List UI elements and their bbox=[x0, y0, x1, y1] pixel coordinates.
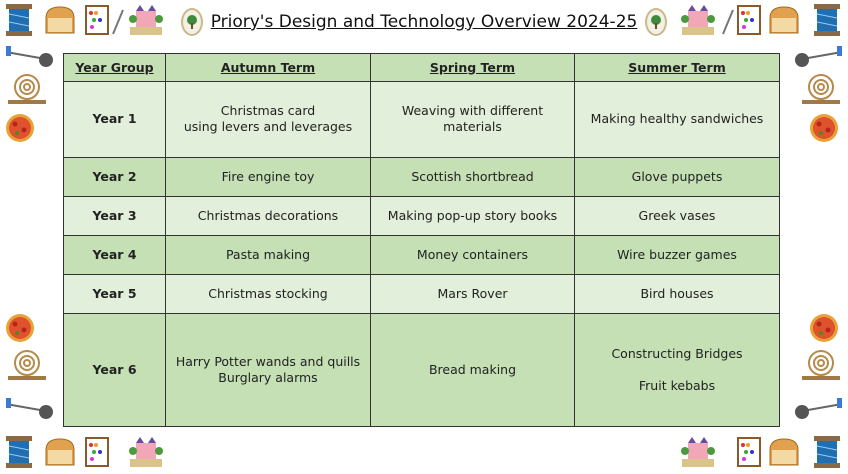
summer-cell: Greek vases bbox=[575, 196, 780, 235]
summer-cell: Wire buzzer games bbox=[575, 236, 780, 275]
abacus-icon bbox=[736, 4, 762, 36]
autumn-cell: Fire engine toy bbox=[166, 157, 371, 196]
school-logo-right bbox=[645, 8, 667, 36]
table-row bbox=[64, 275, 780, 314]
sewing-needle-icon bbox=[110, 8, 126, 36]
pizza-icon bbox=[808, 112, 840, 144]
bread-loaf-icon bbox=[42, 4, 78, 36]
summer-cell: Making healthy sandwiches bbox=[575, 82, 780, 158]
summer-cell: Glove puppets bbox=[575, 157, 780, 196]
year-cell: Year 5 bbox=[64, 275, 166, 314]
autumn-cell: Christmas decorations bbox=[166, 196, 371, 235]
spring-cell: Making pop-up story books bbox=[371, 196, 575, 235]
sewing-needle-icon bbox=[794, 42, 844, 68]
sewing-needle-icon bbox=[720, 8, 736, 36]
coil-icon bbox=[800, 72, 842, 106]
header-spring-term: Spring Term bbox=[371, 54, 575, 82]
sewing-needle-icon bbox=[4, 42, 54, 68]
thread-spool-icon bbox=[810, 2, 844, 38]
thread-spool-icon bbox=[2, 2, 36, 38]
pizza-icon bbox=[4, 312, 36, 344]
spring-cell: Bread making bbox=[371, 314, 575, 427]
castle-book-icon bbox=[128, 435, 164, 469]
page-title: Priory's Design and Technology Overview 2024-25 bbox=[210, 12, 638, 32]
coil-icon bbox=[800, 348, 842, 382]
table-row bbox=[64, 82, 780, 158]
header-summer-term: Summer Term bbox=[575, 54, 780, 82]
year-cell: Year 3 bbox=[64, 196, 166, 235]
castle-book-icon bbox=[680, 435, 716, 469]
thread-spool-icon bbox=[2, 434, 36, 470]
spring-cell: Weaving with different materials bbox=[371, 82, 575, 158]
header-year-group: Year Group bbox=[64, 54, 166, 82]
year-cell: Year 6 bbox=[64, 314, 166, 427]
pizza-icon bbox=[808, 312, 840, 344]
coil-icon bbox=[6, 348, 48, 382]
castle-book-icon bbox=[128, 3, 164, 37]
autumn-cell: Christmas stocking bbox=[166, 275, 371, 314]
table-row bbox=[64, 236, 780, 275]
coil-icon bbox=[6, 72, 48, 106]
year-cell: Year 1 bbox=[64, 82, 166, 158]
abacus-icon bbox=[84, 4, 110, 36]
school-logo-left bbox=[181, 8, 203, 36]
bread-loaf-icon bbox=[766, 4, 802, 36]
spring-cell: Scottish shortbread bbox=[371, 157, 575, 196]
year-cell: Year 4 bbox=[64, 236, 166, 275]
abacus-icon bbox=[84, 436, 110, 468]
abacus-icon bbox=[736, 436, 762, 468]
table-row bbox=[64, 157, 780, 196]
year-cell: Year 2 bbox=[64, 157, 166, 196]
autumn-cell: Harry Potter wands and quills Burglary alarms bbox=[166, 314, 371, 427]
bread-loaf-icon bbox=[42, 436, 78, 468]
spring-cell: Money containers bbox=[371, 236, 575, 275]
pizza-icon bbox=[4, 112, 36, 144]
page-header bbox=[200, 6, 648, 38]
thread-spool-icon bbox=[810, 434, 844, 470]
castle-book-icon bbox=[680, 3, 716, 37]
summer-cell: Bird houses bbox=[575, 275, 780, 314]
table-row bbox=[64, 196, 780, 235]
table-row bbox=[64, 314, 780, 427]
bread-loaf-icon bbox=[766, 436, 802, 468]
autumn-cell: Pasta making bbox=[166, 236, 371, 275]
autumn-cell: Christmas card using levers and leverages bbox=[166, 82, 371, 158]
sewing-needle-icon bbox=[4, 394, 54, 420]
header-autumn-term: Autumn Term bbox=[166, 54, 371, 82]
overview-table bbox=[63, 53, 780, 427]
spring-cell: Mars Rover bbox=[371, 275, 575, 314]
table-header-row bbox=[64, 54, 780, 82]
sewing-needle-icon bbox=[794, 394, 844, 420]
summer-cell: Constructing Bridges Fruit kebabs bbox=[575, 314, 780, 427]
